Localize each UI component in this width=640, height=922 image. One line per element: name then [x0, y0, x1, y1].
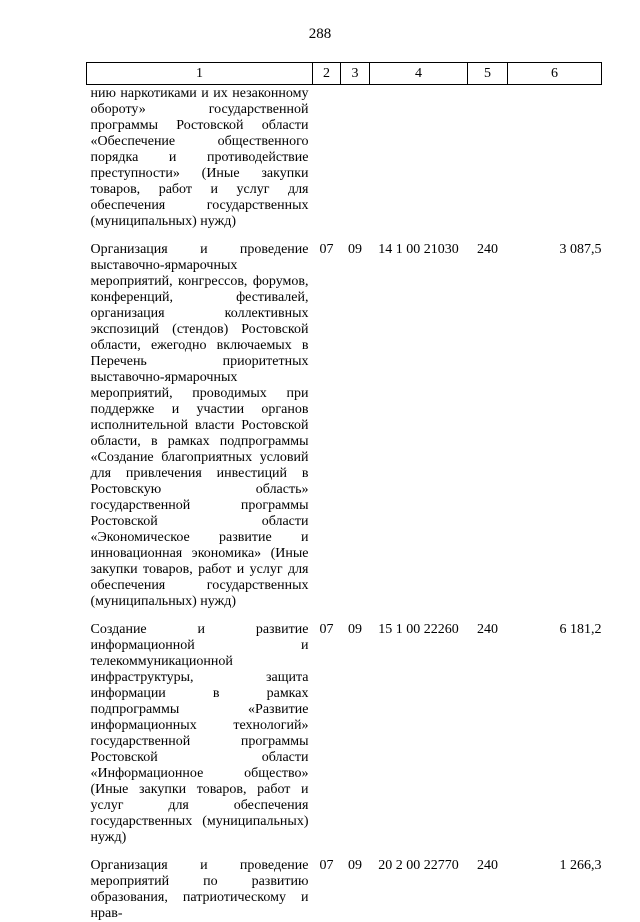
row-amount: 6 181,2 — [559, 622, 602, 637]
row-amount: 1 266,3 — [559, 858, 602, 873]
table-header-row — [87, 63, 602, 85]
row-vr — [468, 85, 508, 231]
row-rz: 07 — [319, 622, 334, 637]
header-col-4: 4 — [370, 63, 468, 85]
header-col-2: 2 — [313, 63, 341, 85]
row-pr — [341, 85, 370, 231]
table-row — [87, 85, 602, 231]
row-csr: 20 2 00 22770 — [378, 858, 459, 873]
row-amount — [508, 85, 602, 231]
table-row — [87, 622, 602, 846]
row-csr: 15 1 00 22260 — [378, 622, 459, 637]
header-col-3: 3 — [341, 63, 370, 85]
page-number: 288 — [308, 26, 332, 42]
table-row — [87, 858, 602, 922]
row-description: Организация и проведение мероприятий по развитию образования, патриотическому и нрав- — [90, 858, 309, 921]
row-pr: 09 — [348, 622, 362, 637]
row-vr: 240 — [477, 858, 498, 873]
row-rz: 07 — [319, 858, 334, 873]
row-description: нию наркотиками и их незаконному обороту» государственной программы Ростовской области «Обеспечение общественного порядка и противодействие преступности» (Иные закупки товаров, работ и услуг для обеспечения государственных (муниципальных) нужд) — [90, 86, 309, 229]
row-pr: 09 — [348, 242, 362, 257]
header-col-1: 1 — [87, 63, 313, 85]
row-description: Организация и проведение выставочно-ярмарочных мероприятий, конгрессов, форумов, конференций, фестивалей, организация коллективных экспозиций (стендов) Ростовской области, ежегодно включаемых в Перечень приоритетных выставочно-ярмарочных мероприятий, проводимых при поддержке и участии органов исполнительной власти Ростовской области, в рамках подпрограммы «Создание благоприятных условий для привлечения инвестиций в Ростовскую область» государственной программы Ростовской области «Экономическое развитие и инновационная экономика» (Иные закупки товаров, работ и услуг для обеспечения государственных (муниципальных) нужд) — [90, 242, 309, 609]
row-amount: 3 087,5 — [559, 242, 602, 257]
row-vr: 240 — [477, 242, 498, 257]
table-row — [87, 242, 602, 610]
budget-table — [86, 62, 602, 922]
row-description: Создание и развитие информационной и телекоммуникационной инфраструктуры, защита информации в рамках подпрограммы «Развитие информационных технологий» государственной программы Ростовской области «Информационное общество» (Иные закупки товаров, работ и услуг для обеспечения государственных (муниципальных) нужд) — [90, 622, 309, 845]
row-pr: 09 — [348, 858, 362, 873]
row-csr — [370, 85, 468, 231]
header-col-5: 5 — [468, 63, 508, 85]
row-rz: 07 — [319, 242, 334, 257]
row-vr: 240 — [477, 622, 498, 637]
row-csr: 14 1 00 21030 — [378, 242, 459, 257]
header-col-6: 6 — [508, 63, 602, 85]
row-rz — [313, 85, 341, 231]
